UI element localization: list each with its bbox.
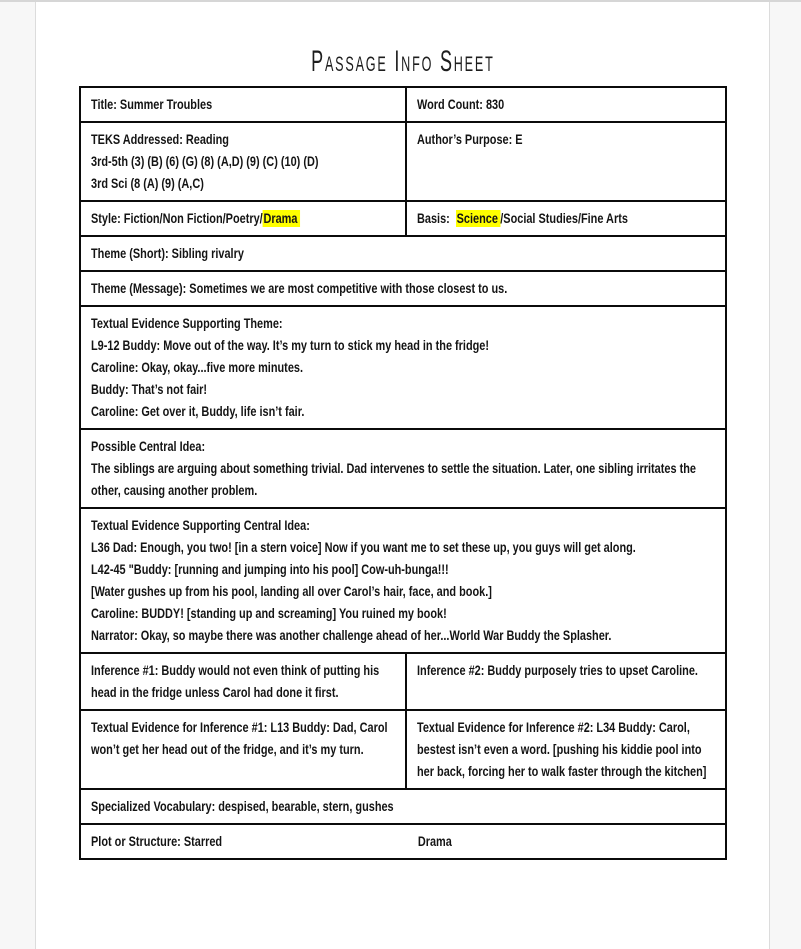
row-evidence-inferences — [81, 709, 725, 788]
style-highlight: Drama — [263, 210, 300, 227]
viewer-top-divider — [0, 0, 801, 2]
inference2-text: Inference #2: Buddy purposely tries to upset Caroline. — [417, 662, 698, 678]
inference1-cell — [81, 654, 407, 709]
evidence-theme-line: Textual Evidence Supporting Theme: — [91, 315, 283, 331]
row-plot-structure — [81, 823, 725, 858]
plot-structure-value: Drama — [417, 833, 452, 849]
authors-purpose-text: Author’s Purpose: E — [417, 131, 523, 147]
style-prefix: Style: Fiction/Non Fiction/Poetry/ — [91, 210, 263, 226]
passage-title-text: Title: Summer Troubles — [91, 96, 213, 112]
evidence-central-line: L42-45 "Buddy: [running and jumping into his pool] Cow-uh-bunga!!! — [91, 561, 449, 577]
vocabulary-text: Specialized Vocabulary: despised, bearable, stern, gushes — [91, 798, 394, 814]
evidence-central-idea-cell — [81, 509, 725, 652]
teks-line: 3rd Sci (8 (A) (9) (A,C) — [91, 175, 204, 191]
evidence-central-line: Narrator: Okay, so maybe there was another challenge ahead of her...World War Buddy the Splasher. — [91, 627, 612, 643]
basis-prefix: Basis: — [417, 210, 456, 226]
theme-short-cell — [81, 237, 725, 270]
row-inferences — [81, 652, 725, 709]
evidence-inference2-text: Textual Evidence for Inference #2: L34 Buddy: Carol, bestest isn’t even a word. [pushing his kiddie pool into her back, forcing her to walk faster through the kitchen] — [417, 719, 707, 779]
teks-line: 3rd-5th (3) (B) (6) (G) (8) (A,D) (9) (C) (10) (D) — [91, 153, 319, 169]
passage-info-table — [79, 86, 727, 860]
page-title: Passage Info Sheet — [310, 45, 495, 78]
evidence-theme-line: L9-12 Buddy: Move out of the way. It’s my turn to stick my head in the fridge! — [91, 337, 490, 353]
title-cell — [81, 88, 407, 121]
evidence-theme-line: Caroline: Get over it, Buddy, life isn’t fair. — [91, 403, 305, 419]
row-evidence-central-idea — [81, 507, 725, 652]
evidence-central-line: L36 Dad: Enough, you two! [in a stern voice] Now if you want me to set these up, you guys will get along. — [91, 539, 636, 555]
evidence-theme-line: Caroline: Okay, okay...five more minutes. — [91, 359, 304, 375]
row-evidence-theme — [81, 305, 725, 428]
row-theme-message — [81, 270, 725, 305]
basis-suffix: /Social Studies/Fine Arts — [500, 210, 628, 226]
evidence-inference1-text: Textual Evidence for Inference #1: L13 Buddy: Dad, Carol won’t get her head out of the fridge, and it’s my turn. — [91, 719, 388, 757]
basis-cell — [407, 202, 725, 235]
vocabulary-cell — [81, 790, 725, 823]
word-count-cell — [407, 88, 725, 121]
evidence-central-line: Caroline: BUDDY! [standing up and screaming] You ruined my book! — [91, 605, 447, 621]
plot-structure-cell — [81, 825, 725, 858]
plot-structure-line — [91, 830, 715, 852]
style-cell — [81, 202, 407, 235]
inference2-cell — [407, 654, 725, 709]
row-central-idea — [81, 428, 725, 507]
central-idea-cell — [81, 430, 725, 507]
row-title-wordcount — [81, 88, 725, 121]
theme-message-text: Theme (Message): Sometimes we are most competitive with those closest to us. — [91, 280, 508, 296]
authors-purpose-cell — [407, 123, 725, 200]
theme-short-text: Theme (Short): Sibling rivalry — [91, 245, 244, 261]
row-style-basis — [81, 200, 725, 235]
row-theme-short — [81, 235, 725, 270]
basis-highlight: Science — [456, 210, 500, 227]
inference1-text: Inference #1: Buddy would not even think of putting his head in the fridge unless Carol had done it first. — [91, 662, 380, 700]
plot-structure-label: Plot or Structure: Starred — [91, 833, 223, 849]
word-count-text: Word Count: 830 — [417, 96, 505, 112]
theme-message-cell — [81, 272, 725, 305]
evidence-theme-line: Buddy: That’s not fair! — [91, 381, 208, 397]
central-idea-heading: Possible Central Idea: — [91, 438, 206, 454]
evidence-inference2-cell — [407, 711, 725, 788]
page-title-row — [36, 0, 769, 77]
evidence-central-line: [Water gushes up from his pool, landing all over Carol’s hair, face, and book.] — [91, 583, 492, 599]
document-page — [35, 0, 770, 949]
evidence-central-line: Textual Evidence Supporting Central Idea: — [91, 517, 310, 533]
central-idea-text: The siblings are arguing about something trivial. Dad intervenes to settle the situation. Later, one sibling irritates the other, causing another problem. — [91, 460, 696, 498]
row-vocabulary — [81, 788, 725, 823]
teks-cell — [81, 123, 407, 200]
basis-line — [417, 207, 715, 229]
style-line — [91, 207, 395, 229]
evidence-theme-cell — [81, 307, 725, 428]
teks-line: TEKS Addressed: Reading — [91, 131, 229, 147]
evidence-inference1-cell — [81, 711, 407, 788]
row-teks-purpose — [81, 121, 725, 200]
